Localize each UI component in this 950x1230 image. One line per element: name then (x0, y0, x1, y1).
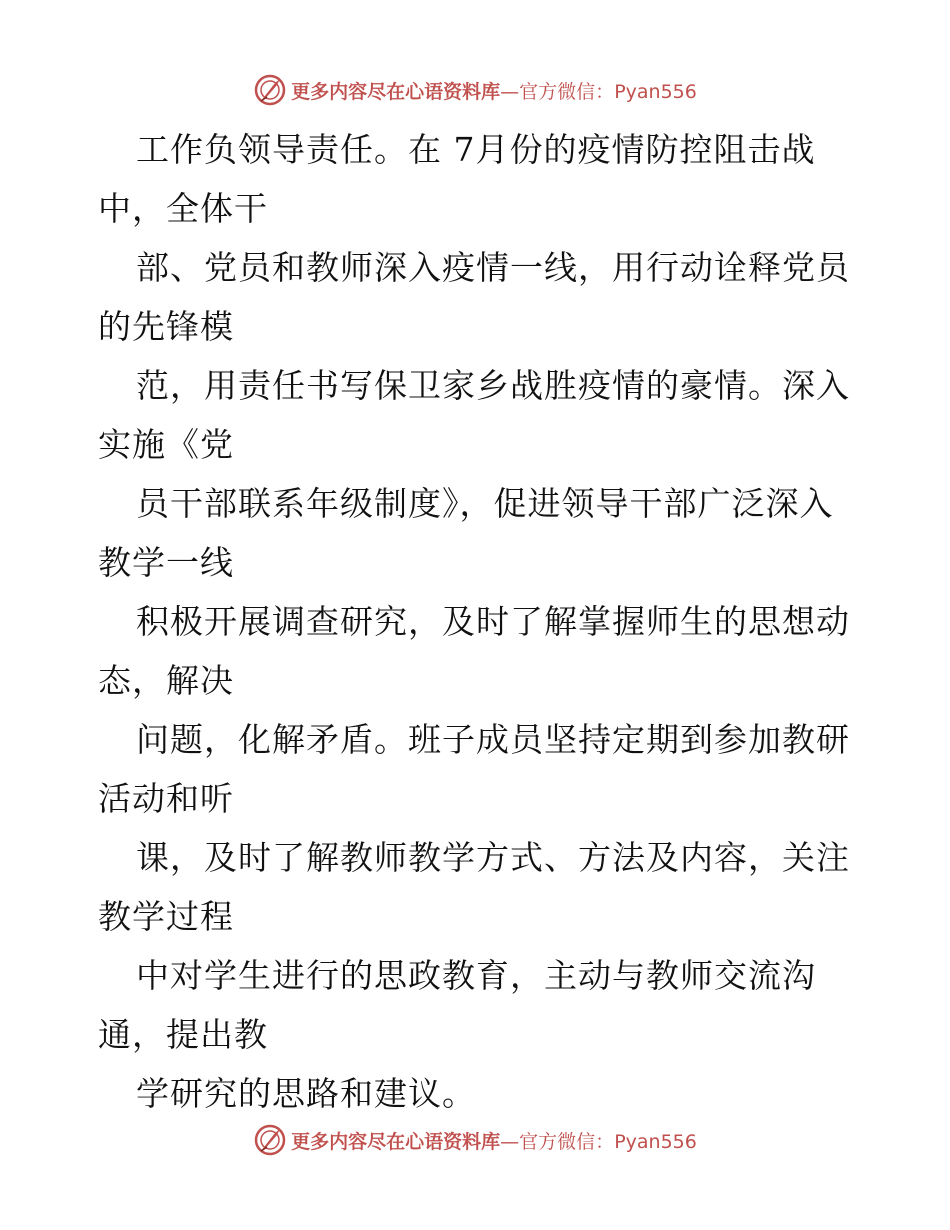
document-body (98, 120, 858, 1123)
quill-pen-logo-icon (253, 1123, 287, 1157)
text-line: 积极开展调查研究，及时了解掌握师生的思想动 (136, 602, 850, 641)
text-line: 员干部联系年级制度》，促进领导干部广泛深入 (136, 484, 834, 523)
watermark-text (291, 1127, 697, 1154)
header-watermark (0, 70, 950, 110)
watermark-official-label: 官方微信： (519, 80, 615, 103)
text-line: 态，解决 (98, 661, 234, 700)
text-line: 中对学生进行的思政教育，主动与教师交流沟 (136, 956, 816, 995)
text-line: 教学一线 (98, 543, 234, 582)
watermark-official-label: 官方微信： (519, 1130, 615, 1153)
text-line: 实施《党 (98, 425, 234, 464)
text-line: 通，提出教 (98, 1015, 268, 1054)
watermark-separator: — (500, 1130, 520, 1153)
text-line: 中，全体干 (98, 189, 268, 228)
watermark-handle: Pyan556 (614, 1130, 697, 1153)
watermark-separator: — (500, 80, 520, 103)
quill-pen-logo-icon (253, 73, 287, 107)
footer-watermark (0, 1120, 950, 1160)
text-line: 教学过程 (98, 897, 234, 936)
text-line: 学研究的思路和建议。 (136, 1074, 476, 1113)
text-line: 问题，化解矛盾。班子成员坚持定期到参加教研 (136, 720, 850, 759)
text-line: 部、党员和教师深入疫情一线，用行动诠释党员 (136, 248, 850, 287)
text-line: 工作负领导责任。在 7月份的疫情防控阻击战 (136, 130, 816, 169)
watermark-brand: 更多内容尽在心语资料库 (291, 1130, 501, 1153)
text-line: 课，及时了解教师教学方式、方法及内容，关注 (136, 838, 850, 877)
text-line: 的先锋模 (98, 307, 234, 346)
watermark-handle: Pyan556 (614, 80, 697, 103)
text-line: 范，用责任书写保卫家乡战胜疫情的豪情。深入 (136, 366, 850, 405)
text-line: 活动和听 (98, 779, 234, 818)
watermark-brand: 更多内容尽在心语资料库 (291, 80, 501, 103)
watermark-text (291, 77, 697, 104)
